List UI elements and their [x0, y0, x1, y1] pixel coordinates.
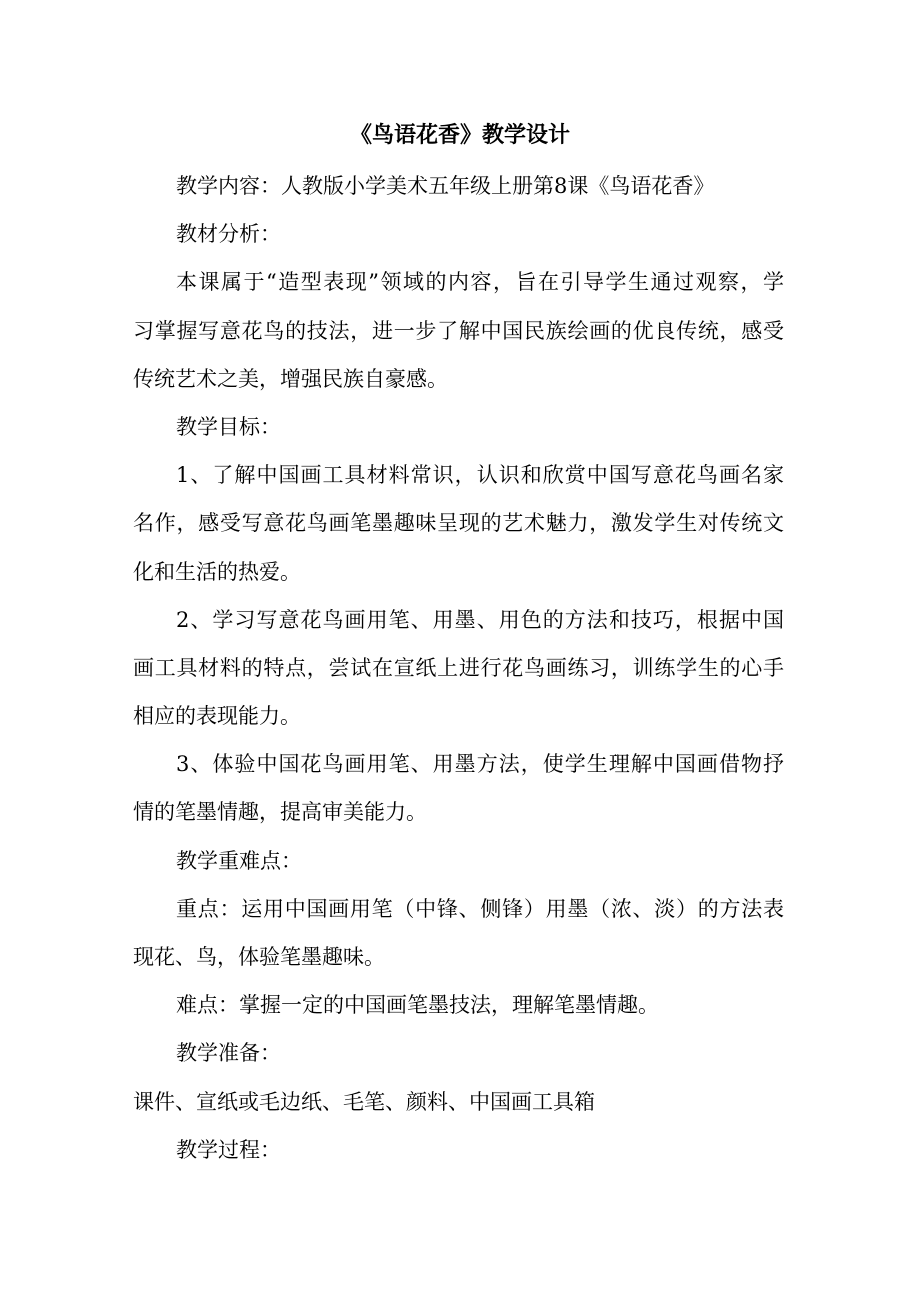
- text-line: 教学过程：: [176, 1137, 281, 1162]
- paragraph: [133, 596, 784, 741]
- text-line: 情的笔墨情趣，提高审美能力。: [133, 800, 427, 825]
- paragraph: [133, 1029, 784, 1077]
- text-line: 难点：掌握一定的中国画笔墨技法，理解笔墨情趣。: [176, 993, 659, 1018]
- text-line: 课件、宣纸或毛边纸、毛笔、颜料、中国画工具箱: [133, 1089, 595, 1114]
- text-line: 1、了解中国画工具材料常识，认识和欣赏中国写意花鸟画名家: [176, 463, 784, 488]
- text-line: 2、学习写意花鸟画用笔、用墨、用色的方法和技巧，根据中国: [176, 607, 784, 632]
- text-line: 3、体验中国花鸟画用笔、用墨方法，使学生理解中国画借物抒: [176, 752, 784, 777]
- paragraph: [133, 451, 784, 596]
- paragraph: [133, 837, 784, 885]
- text-line: 本课属于“造型表现”领域的内容，旨在引导学生通过观察，学: [176, 270, 784, 295]
- paragraph: [133, 740, 784, 836]
- text-line: 教材分析：: [176, 222, 281, 247]
- text-line: 教学准备：: [176, 1041, 281, 1066]
- text-line: 化和生活的热爱。: [133, 559, 301, 584]
- text-line: 相应的表现能力。: [133, 704, 301, 729]
- paragraph: [133, 1126, 784, 1174]
- text-line: 重点：运用中国画用笔（中锋、侧锋）用墨（浓、淡）的方法表: [176, 896, 784, 921]
- paragraph: [133, 258, 784, 403]
- text-line: 教学目标：: [176, 414, 281, 439]
- text-line: 画工具材料的特点，尝试在宣纸上进行花鸟画练习，训练学生的心手: [133, 655, 784, 680]
- text-line: 名作，感受写意花鸟画笔墨趣味呈现的艺术魅力，激发学生对传统文: [133, 511, 784, 536]
- text-line: 教学重难点：: [176, 848, 302, 873]
- document-title: 《鸟语花香》教学设计: [349, 122, 570, 148]
- paragraph: [133, 1078, 784, 1126]
- paragraph: [133, 981, 784, 1029]
- paragraph: [133, 162, 784, 210]
- text-line: 传统艺术之美，增强民族自豪感。: [133, 366, 448, 391]
- paragraph: [133, 403, 784, 451]
- paragraph: [133, 210, 784, 258]
- text-line: 习掌握写意花鸟的技法，进一步了解中国民族绘画的优良传统，感受: [133, 318, 784, 343]
- document-body: [133, 162, 784, 1174]
- text-line: 现花、鸟，体验笔墨趣味。: [133, 945, 385, 969]
- paragraph: [133, 885, 784, 981]
- text-line: 教学内容：人教版小学美术五年级上册第8课《鸟语花香》: [176, 174, 715, 198]
